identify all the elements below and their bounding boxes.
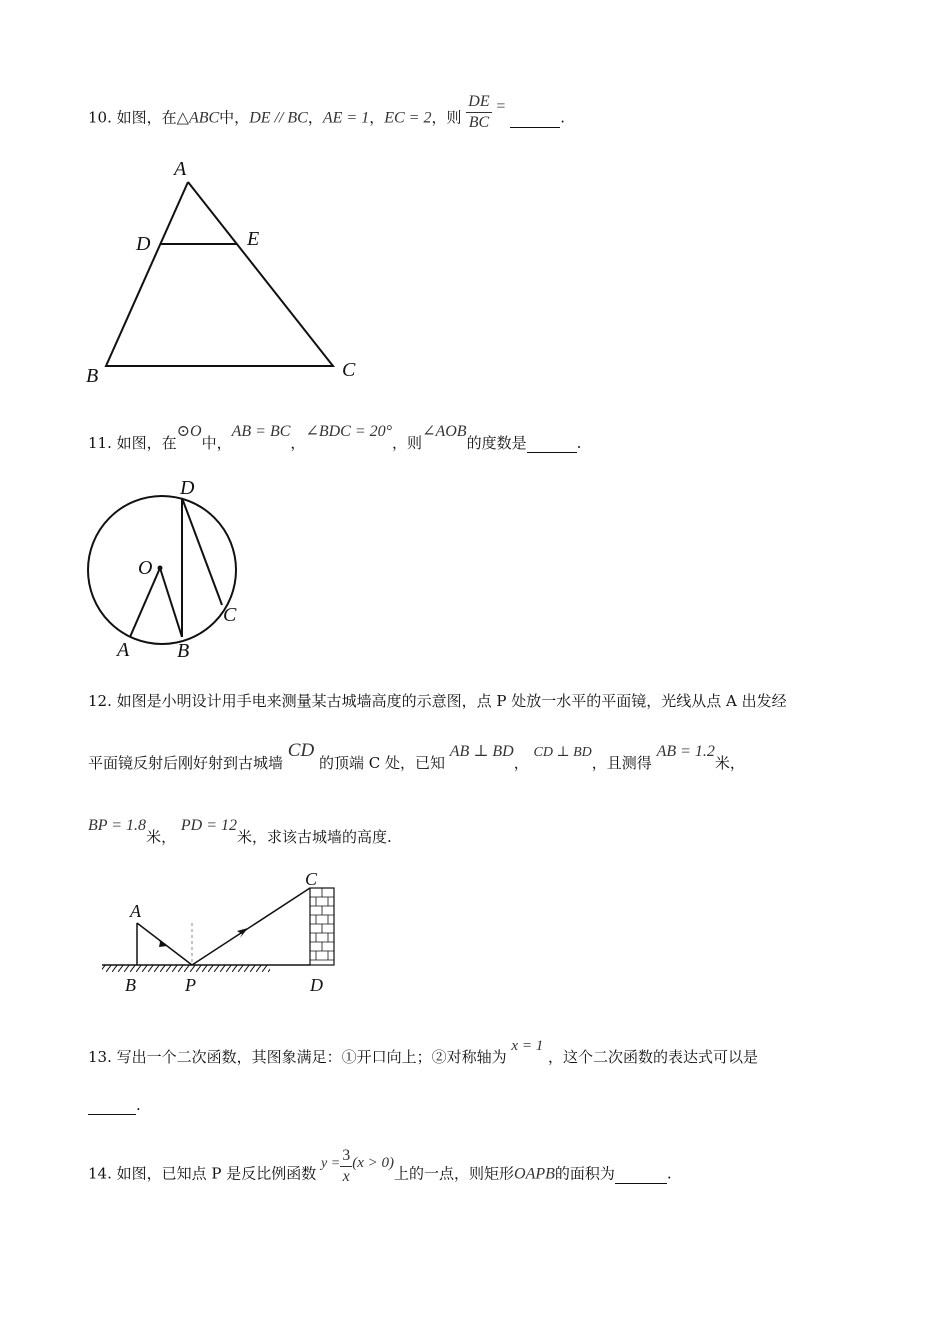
q14-text-1: 如图，已知点 P 是反比例函数 (116, 1164, 317, 1183)
ground-hatch (102, 965, 270, 972)
label-C: C (305, 869, 318, 889)
light-ray-pc (192, 888, 310, 965)
q12-number: 12. (88, 692, 117, 710)
segment-dc (182, 498, 222, 605)
label-B: B (177, 640, 190, 662)
label-B: B (125, 975, 136, 995)
question-12-line-1 (88, 690, 787, 711)
label-D: D (180, 477, 195, 499)
question-11 (88, 423, 582, 453)
question-13 (88, 1038, 758, 1067)
q11-text-4: 的度数是 (466, 434, 527, 452)
q10-text-2: 中， (219, 108, 250, 127)
figure-12-wall (100, 868, 350, 998)
q10-condition-ae: AE = 1 (322, 109, 370, 127)
q10-fraction (466, 92, 491, 133)
q10-condition-ec: EC = 2 (384, 109, 432, 127)
triangle-abc (106, 182, 333, 366)
q10-text-3: ，则 (431, 108, 462, 127)
label-P: P (185, 975, 196, 995)
q14-rectangle: OAPB (514, 1165, 555, 1183)
q11-condition-arcs: AB = BC (231, 423, 291, 440)
q10-period: . (560, 108, 565, 127)
q13-text-2: ，这个二次函数的表达式可以是 (547, 1048, 758, 1066)
q11-text-3: ，则 (392, 434, 423, 452)
q12-unit-2: 米， (146, 828, 177, 846)
q10-answer-blank[interactable] (510, 109, 560, 128)
q13-text-1: 写出一个二次函数，其图象满足：①开口向上；②对称轴为 (116, 1048, 507, 1066)
q11-number: 11. (88, 434, 117, 452)
q12-unit-1: 米， (714, 754, 745, 772)
q13-axis: x = 1 (511, 1038, 544, 1054)
question-14 (88, 1147, 672, 1195)
q10-frac-den: BC (468, 114, 490, 131)
q12-condition-cd-perp: CD ⊥ BD (533, 745, 592, 760)
q14-number: 14. (88, 1164, 117, 1183)
q11-condition-angle: ∠BDC = 20° (305, 423, 393, 440)
q14-answer-blank[interactable] (615, 1165, 667, 1184)
q12-text-2b: 的顶端 C 处，已知 (318, 754, 445, 772)
q12-text-2a: 平面镜反射后刚好射到古城墙 (88, 754, 284, 772)
label-O: O (138, 557, 153, 579)
q14-period: . (666, 1164, 672, 1183)
q11-sep-1: ， (290, 434, 306, 452)
figure-10-triangle (80, 150, 380, 390)
q11-angle-aob: ∠AOB (422, 423, 467, 440)
label-D: D (310, 975, 323, 995)
q12-condition-ab-length: AB = 1.2 (656, 743, 715, 760)
question-10 (88, 93, 565, 139)
q11-answer-blank[interactable] (527, 434, 577, 453)
q11-circle: ⊙O (176, 423, 202, 440)
q13-period: . (136, 1096, 141, 1114)
q10-equals: = (496, 97, 506, 115)
q12-condition-ab-perp: AB ⊥ BD (449, 743, 514, 760)
q14-fraction (340, 1146, 352, 1187)
q11-period: . (576, 434, 582, 452)
q13-number: 13. (88, 1048, 117, 1066)
q10-number: 10. (88, 108, 117, 127)
q10-condition-parallel: DE // BC (249, 109, 308, 127)
label-B: B (86, 365, 99, 387)
label-C: C (223, 604, 237, 626)
label-D: D (136, 233, 151, 255)
q14-frac-num: 3 (340, 1146, 352, 1167)
label-A: A (174, 158, 187, 180)
segment-ob (160, 568, 182, 637)
question-13-answer (88, 1096, 141, 1115)
label-A: A (117, 639, 130, 661)
q11-text-1: 如图，在 (116, 434, 177, 452)
q14-text-3: 的面积为 (554, 1164, 615, 1183)
question-12-line-3 (88, 817, 392, 847)
q10-sep-1: ， (307, 108, 323, 127)
q10-sep-2: ， (369, 108, 385, 127)
q10-text-1: 如图，在 (116, 108, 177, 127)
arrow-pc (237, 928, 248, 938)
q12-text-line-1: 如图是小明设计用手电来测量某古城墙高度的示意图，点 P 处放一水平的平面镜，光线从点 A 出发经 (116, 692, 787, 710)
circle-o (88, 496, 236, 644)
q12-sep-1: ， (513, 754, 529, 772)
q12-text-3: 米，求该古城墙的高度. (236, 828, 392, 846)
q14-frac-den: x (342, 1168, 350, 1185)
q10-frac-num: DE (466, 92, 491, 113)
question-12-line-2 (88, 740, 745, 774)
q11-text-2: 中， (201, 434, 232, 452)
label-E: E (247, 228, 260, 250)
label-C: C (342, 359, 356, 381)
q12-sep-2: ，且测得 (591, 754, 652, 772)
q14-domain: (x > 0) (352, 1154, 394, 1171)
q14-text-2: 上的一点，则矩形 (394, 1164, 515, 1183)
q10-triangle: △ABC (176, 109, 220, 127)
center-point-o (158, 566, 163, 571)
q12-condition-pd: PD = 12 (180, 817, 237, 834)
q12-wall-cd: CD (287, 740, 315, 761)
arrow-ap (157, 938, 167, 947)
q13-answer-blank[interactable] (88, 1096, 136, 1115)
figure-11-circle (80, 475, 260, 665)
q12-condition-bp: BP = 1.8 (88, 817, 147, 834)
q14-func-lhs: y = (321, 1155, 341, 1171)
label-A: A (130, 901, 141, 921)
